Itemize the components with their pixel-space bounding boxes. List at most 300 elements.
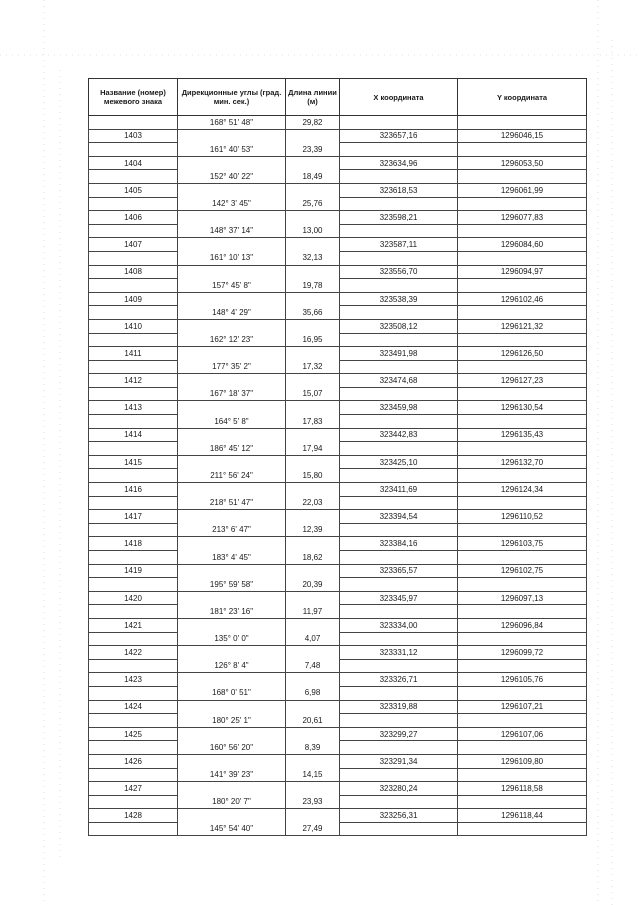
y-coordinate-cell: 1296105,76 xyxy=(458,673,587,687)
segment-row xyxy=(89,768,587,782)
y-coordinate-cell: 1296118,58 xyxy=(458,782,587,796)
y-coordinate-cell-empty xyxy=(458,306,587,320)
point-row xyxy=(89,211,587,225)
point-name-cell: 1423 xyxy=(89,673,178,687)
line-length-cell: 19,78 xyxy=(286,279,340,293)
point-name-cell: 1428 xyxy=(89,809,178,823)
line-length-cell-empty xyxy=(286,809,340,823)
point-name-cell: 1407 xyxy=(89,238,178,252)
point-name-cell: 1421 xyxy=(89,618,178,632)
point-row xyxy=(89,564,587,578)
line-length-cell: 7,48 xyxy=(286,659,340,673)
point-name-cell-empty xyxy=(89,795,178,809)
direction-angle-cell-empty xyxy=(178,211,286,225)
y-coordinate-cell-empty xyxy=(458,224,587,238)
point-name-cell: 1419 xyxy=(89,564,178,578)
y-coordinate-cell: 1296102,75 xyxy=(458,564,587,578)
direction-angle-cell: 181° 23' 16" xyxy=(178,605,286,619)
segment-row xyxy=(89,551,587,565)
direction-angle-cell: 135° 0' 0" xyxy=(178,632,286,646)
y-coordinate-cell-empty xyxy=(458,551,587,565)
segment-row xyxy=(89,578,587,592)
direction-angle-cell: 186° 45' 12" xyxy=(178,442,286,456)
point-name-cell: 1413 xyxy=(89,401,178,415)
point-row xyxy=(89,483,587,497)
line-length-cell: 6,98 xyxy=(286,686,340,700)
direction-angle-cell: 218° 51' 47" xyxy=(178,496,286,510)
point-name-cell: 1427 xyxy=(89,782,178,796)
direction-angle-cell: 167° 18' 37" xyxy=(178,387,286,401)
x-coordinate-cell-empty xyxy=(340,523,458,537)
x-coordinate-cell: 323425,10 xyxy=(340,455,458,469)
x-coordinate-cell: 323474,68 xyxy=(340,374,458,388)
line-length-cell: 15,07 xyxy=(286,387,340,401)
x-coordinate-cell: 323365,57 xyxy=(340,564,458,578)
line-length-cell: 13,00 xyxy=(286,224,340,238)
line-length-cell-empty xyxy=(286,591,340,605)
point-row xyxy=(89,265,587,279)
y-coordinate-cell: 1296121,32 xyxy=(458,319,587,333)
point-name-cell-empty xyxy=(89,632,178,646)
point-row xyxy=(89,428,587,442)
y-coordinate-cell-empty xyxy=(458,496,587,510)
header-line-length: Длина линии (м) xyxy=(286,79,340,116)
y-coordinate-cell-empty xyxy=(458,442,587,456)
table-body xyxy=(89,116,587,836)
x-coordinate-cell: 323411,69 xyxy=(340,483,458,497)
line-length-cell-empty xyxy=(286,211,340,225)
x-coordinate-cell: 323345,97 xyxy=(340,591,458,605)
x-coordinate-cell: 323598,21 xyxy=(340,211,458,225)
line-length-cell-empty xyxy=(286,483,340,497)
x-coordinate-cell-empty xyxy=(340,306,458,320)
segment-row xyxy=(89,496,587,510)
point-row xyxy=(89,129,587,143)
direction-angle-cell-empty xyxy=(178,129,286,143)
y-coordinate-cell-empty xyxy=(458,116,587,130)
segment-row xyxy=(89,143,587,157)
y-coordinate-cell-empty xyxy=(458,605,587,619)
y-coordinate-cell: 1296084,60 xyxy=(458,238,587,252)
point-row xyxy=(89,510,587,524)
segment-row xyxy=(89,714,587,728)
y-coordinate-cell: 1296097,13 xyxy=(458,591,587,605)
line-length-cell: 18,62 xyxy=(286,551,340,565)
y-coordinate-cell: 1296103,75 xyxy=(458,537,587,551)
direction-angle-cell: 168° 51' 48" xyxy=(178,116,286,130)
point-name-cell: 1424 xyxy=(89,700,178,714)
x-coordinate-cell-empty xyxy=(340,251,458,265)
direction-angle-cell-empty xyxy=(178,183,286,197)
point-row xyxy=(89,347,587,361)
y-coordinate-cell: 1296096,84 xyxy=(458,618,587,632)
line-length-cell: 18,49 xyxy=(286,170,340,184)
x-coordinate-cell-empty xyxy=(340,170,458,184)
direction-angle-cell-empty xyxy=(178,238,286,252)
x-coordinate-cell-empty xyxy=(340,714,458,728)
direction-angle-cell-empty xyxy=(178,156,286,170)
segment-row xyxy=(89,415,587,429)
point-name-cell-empty xyxy=(89,387,178,401)
point-name-cell: 1405 xyxy=(89,183,178,197)
point-row xyxy=(89,537,587,551)
x-coordinate-cell-empty xyxy=(340,822,458,836)
segment-row xyxy=(89,251,587,265)
y-coordinate-cell-empty xyxy=(458,822,587,836)
y-coordinate-cell-empty xyxy=(458,360,587,374)
y-coordinate-cell-empty xyxy=(458,714,587,728)
y-coordinate-cell: 1296118,44 xyxy=(458,809,587,823)
header-x-coordinate: X координата xyxy=(340,79,458,116)
point-name-cell-empty xyxy=(89,170,178,184)
boundary-points-table xyxy=(88,78,587,836)
point-name-cell: 1414 xyxy=(89,428,178,442)
header-direction-angle: Дирекционные углы (град. мин. сек.) xyxy=(178,79,286,116)
point-row xyxy=(89,374,587,388)
point-name-cell-empty xyxy=(89,768,178,782)
direction-angle-cell-empty xyxy=(178,347,286,361)
direction-angle-cell-empty xyxy=(178,510,286,524)
direction-angle-cell-empty xyxy=(178,319,286,333)
y-coordinate-cell-empty xyxy=(458,469,587,483)
y-coordinate-cell-empty xyxy=(458,632,587,646)
line-length-cell-empty xyxy=(286,754,340,768)
y-coordinate-cell: 1296130,54 xyxy=(458,401,587,415)
segment-row xyxy=(89,442,587,456)
y-coordinate-cell-empty xyxy=(458,659,587,673)
point-name-cell: 1404 xyxy=(89,156,178,170)
segment-row xyxy=(89,795,587,809)
y-coordinate-cell-empty xyxy=(458,415,587,429)
y-coordinate-cell: 1296077,83 xyxy=(458,211,587,225)
line-length-cell-empty xyxy=(286,646,340,660)
segment-row xyxy=(89,306,587,320)
direction-angle-cell: 157° 45' 8" xyxy=(178,279,286,293)
point-name-cell: 1418 xyxy=(89,537,178,551)
y-coordinate-cell: 1296110,52 xyxy=(458,510,587,524)
x-coordinate-cell-empty xyxy=(340,279,458,293)
point-name-cell-empty xyxy=(89,224,178,238)
x-coordinate-cell-empty xyxy=(340,659,458,673)
x-coordinate-cell-empty xyxy=(340,768,458,782)
x-coordinate-cell: 323538,39 xyxy=(340,292,458,306)
direction-angle-cell-empty xyxy=(178,618,286,632)
y-coordinate-cell: 1296094,97 xyxy=(458,265,587,279)
direction-angle-cell: 160° 56' 20" xyxy=(178,741,286,755)
point-name-cell-empty xyxy=(89,686,178,700)
point-row xyxy=(89,319,587,333)
y-coordinate-cell: 1296102,46 xyxy=(458,292,587,306)
segment-row xyxy=(89,741,587,755)
point-name-cell-empty xyxy=(89,306,178,320)
direction-angle-cell: 211° 56' 24" xyxy=(178,469,286,483)
line-length-cell: 35,66 xyxy=(286,306,340,320)
y-coordinate-cell: 1296124,34 xyxy=(458,483,587,497)
point-row xyxy=(89,646,587,660)
line-length-cell: 15,80 xyxy=(286,469,340,483)
segment-row xyxy=(89,822,587,836)
segment-row xyxy=(89,387,587,401)
point-row xyxy=(89,700,587,714)
direction-angle-cell: 148° 4' 29" xyxy=(178,306,286,320)
segment-row xyxy=(89,333,587,347)
segment-row xyxy=(89,469,587,483)
point-name-cell-empty xyxy=(89,551,178,565)
y-coordinate-cell: 1296046,15 xyxy=(458,129,587,143)
line-length-cell-empty xyxy=(286,401,340,415)
x-coordinate-cell-empty xyxy=(340,551,458,565)
point-name-cell-empty xyxy=(89,251,178,265)
x-coordinate-cell: 323587,11 xyxy=(340,238,458,252)
y-coordinate-cell-empty xyxy=(458,686,587,700)
line-length-cell-empty xyxy=(286,782,340,796)
point-name-cell-empty xyxy=(89,659,178,673)
x-coordinate-cell-empty xyxy=(340,605,458,619)
point-name-cell: 1406 xyxy=(89,211,178,225)
point-row xyxy=(89,754,587,768)
x-coordinate-cell-empty xyxy=(340,578,458,592)
line-length-cell-empty xyxy=(286,455,340,469)
y-coordinate-cell-empty xyxy=(458,197,587,211)
line-length-cell-empty xyxy=(286,265,340,279)
x-coordinate-cell-empty xyxy=(340,387,458,401)
point-name-cell: 1420 xyxy=(89,591,178,605)
y-coordinate-cell: 1296061,99 xyxy=(458,183,587,197)
direction-angle-cell-empty xyxy=(178,292,286,306)
point-row xyxy=(89,238,587,252)
x-coordinate-cell: 323384,16 xyxy=(340,537,458,551)
point-name-cell: 1416 xyxy=(89,483,178,497)
line-length-cell: 17,94 xyxy=(286,442,340,456)
x-coordinate-cell: 323326,71 xyxy=(340,673,458,687)
table-header-row xyxy=(89,79,587,116)
header-point-name: Название (номер) межевого знака xyxy=(89,79,178,116)
x-coordinate-cell: 323657,16 xyxy=(340,129,458,143)
y-coordinate-cell-empty xyxy=(458,578,587,592)
line-length-cell: 23,39 xyxy=(286,143,340,157)
direction-angle-cell-empty xyxy=(178,483,286,497)
direction-angle-cell-empty xyxy=(178,727,286,741)
point-name-cell-empty xyxy=(89,197,178,211)
point-row xyxy=(89,618,587,632)
direction-angle-cell: 161° 10' 13" xyxy=(178,251,286,265)
x-coordinate-cell-empty xyxy=(340,469,458,483)
x-coordinate-cell: 323331,12 xyxy=(340,646,458,660)
point-name-cell-empty xyxy=(89,714,178,728)
point-name-cell: 1403 xyxy=(89,129,178,143)
direction-angle-cell: 126° 8' 4" xyxy=(178,659,286,673)
x-coordinate-cell: 323459,98 xyxy=(340,401,458,415)
point-row xyxy=(89,727,587,741)
x-coordinate-cell: 323508,12 xyxy=(340,319,458,333)
direction-angle-cell: 177° 35' 2" xyxy=(178,360,286,374)
line-length-cell: 17,83 xyxy=(286,415,340,429)
x-coordinate-cell-empty xyxy=(340,632,458,646)
point-name-cell-empty xyxy=(89,741,178,755)
point-name-cell: 1422 xyxy=(89,646,178,660)
line-length-cell-empty xyxy=(286,537,340,551)
x-coordinate-cell-empty xyxy=(340,224,458,238)
segment-row xyxy=(89,686,587,700)
x-coordinate-cell: 323442,83 xyxy=(340,428,458,442)
point-name-cell-empty xyxy=(89,415,178,429)
direction-angle-cell: 148° 37' 14" xyxy=(178,224,286,238)
line-length-cell: 11,97 xyxy=(286,605,340,619)
x-coordinate-cell: 323491,98 xyxy=(340,347,458,361)
direction-angle-cell-empty xyxy=(178,564,286,578)
point-row xyxy=(89,782,587,796)
direction-angle-cell: 183° 4' 45" xyxy=(178,551,286,565)
x-coordinate-cell-empty xyxy=(340,197,458,211)
x-coordinate-cell-empty xyxy=(340,795,458,809)
x-coordinate-cell-empty xyxy=(340,143,458,157)
x-coordinate-cell-empty xyxy=(340,116,458,130)
point-name-cell-empty xyxy=(89,469,178,483)
point-name-cell: 1410 xyxy=(89,319,178,333)
x-coordinate-cell: 323291,34 xyxy=(340,754,458,768)
segment-row xyxy=(89,197,587,211)
y-coordinate-cell: 1296127,23 xyxy=(458,374,587,388)
y-coordinate-cell: 1296053,50 xyxy=(458,156,587,170)
line-length-cell: 27,49 xyxy=(286,822,340,836)
x-coordinate-cell-empty xyxy=(340,360,458,374)
line-length-cell: 32,13 xyxy=(286,251,340,265)
boundary-coordinates-sheet xyxy=(88,78,586,836)
point-name-cell-empty xyxy=(89,116,178,130)
direction-angle-cell: 180° 25' 1" xyxy=(178,714,286,728)
y-coordinate-cell-empty xyxy=(458,251,587,265)
y-coordinate-cell: 1296126,50 xyxy=(458,347,587,361)
y-coordinate-cell: 1296132,70 xyxy=(458,455,587,469)
line-length-cell: 25,76 xyxy=(286,197,340,211)
point-name-cell-empty xyxy=(89,822,178,836)
x-coordinate-cell-empty xyxy=(340,741,458,755)
direction-angle-cell: 168° 0' 51" xyxy=(178,686,286,700)
y-coordinate-cell-empty xyxy=(458,387,587,401)
line-length-cell-empty xyxy=(286,156,340,170)
point-row xyxy=(89,455,587,469)
direction-angle-cell: 164° 5' 8" xyxy=(178,415,286,429)
line-length-cell-empty xyxy=(286,129,340,143)
y-coordinate-cell-empty xyxy=(458,333,587,347)
x-coordinate-cell: 323299,27 xyxy=(340,727,458,741)
line-length-cell: 16,95 xyxy=(286,333,340,347)
direction-angle-cell-empty xyxy=(178,782,286,796)
point-name-cell: 1408 xyxy=(89,265,178,279)
y-coordinate-cell-empty xyxy=(458,795,587,809)
segment-row xyxy=(89,170,587,184)
y-coordinate-cell: 1296109,80 xyxy=(458,754,587,768)
y-coordinate-cell-empty xyxy=(458,170,587,184)
x-coordinate-cell: 323334,00 xyxy=(340,618,458,632)
point-name-cell: 1417 xyxy=(89,510,178,524)
line-length-cell: 29,82 xyxy=(286,116,340,130)
segment-row xyxy=(89,360,587,374)
point-row xyxy=(89,591,587,605)
direction-angle-cell: 145° 54' 40" xyxy=(178,822,286,836)
point-name-cell: 1426 xyxy=(89,754,178,768)
y-coordinate-cell: 1296107,21 xyxy=(458,700,587,714)
line-length-cell-empty xyxy=(286,564,340,578)
point-row xyxy=(89,401,587,415)
line-length-cell: 22,03 xyxy=(286,496,340,510)
line-length-cell-empty xyxy=(286,347,340,361)
segment-row xyxy=(89,523,587,537)
point-name-cell-empty xyxy=(89,496,178,510)
line-length-cell-empty xyxy=(286,618,340,632)
x-coordinate-cell: 323256,31 xyxy=(340,809,458,823)
direction-angle-cell: 213° 6' 47" xyxy=(178,523,286,537)
y-coordinate-cell: 1296099,72 xyxy=(458,646,587,660)
line-length-cell-empty xyxy=(286,700,340,714)
y-coordinate-cell-empty xyxy=(458,143,587,157)
direction-angle-cell-empty xyxy=(178,700,286,714)
x-coordinate-cell-empty xyxy=(340,415,458,429)
x-coordinate-cell-empty xyxy=(340,442,458,456)
point-name-cell-empty xyxy=(89,143,178,157)
line-length-cell: 17,32 xyxy=(286,360,340,374)
line-length-cell-empty xyxy=(286,319,340,333)
line-length-cell: 8,39 xyxy=(286,741,340,755)
direction-angle-cell: 180° 20' 7" xyxy=(178,795,286,809)
line-length-cell-empty xyxy=(286,428,340,442)
x-coordinate-cell: 323634,96 xyxy=(340,156,458,170)
segment-row xyxy=(89,605,587,619)
line-length-cell-empty xyxy=(286,727,340,741)
direction-angle-cell: 162° 12' 23" xyxy=(178,333,286,347)
direction-angle-cell: 195° 59' 58" xyxy=(178,578,286,592)
direction-angle-cell-empty xyxy=(178,591,286,605)
point-name-cell-empty xyxy=(89,279,178,293)
direction-angle-cell-empty xyxy=(178,673,286,687)
direction-angle-cell-empty xyxy=(178,809,286,823)
point-name-cell-empty xyxy=(89,333,178,347)
line-length-cell: 14,15 xyxy=(286,768,340,782)
y-coordinate-cell: 1296107,06 xyxy=(458,727,587,741)
segment-row xyxy=(89,632,587,646)
direction-angle-cell-empty xyxy=(178,374,286,388)
point-name-cell: 1412 xyxy=(89,374,178,388)
line-length-cell-empty xyxy=(286,238,340,252)
direction-angle-cell-empty xyxy=(178,646,286,660)
line-length-cell-empty xyxy=(286,510,340,524)
point-name-cell: 1425 xyxy=(89,727,178,741)
point-name-cell: 1415 xyxy=(89,455,178,469)
segment-row xyxy=(89,659,587,673)
point-name-cell: 1409 xyxy=(89,292,178,306)
x-coordinate-cell-empty xyxy=(340,496,458,510)
point-row xyxy=(89,292,587,306)
point-row xyxy=(89,183,587,197)
direction-angle-cell-empty xyxy=(178,265,286,279)
line-length-cell-empty xyxy=(286,673,340,687)
x-coordinate-cell-empty xyxy=(340,686,458,700)
x-coordinate-cell: 323618,53 xyxy=(340,183,458,197)
direction-angle-cell: 152° 40' 22" xyxy=(178,170,286,184)
x-coordinate-cell: 323556,70 xyxy=(340,265,458,279)
y-coordinate-cell-empty xyxy=(458,741,587,755)
segment-row xyxy=(89,224,587,238)
point-name-cell: 1411 xyxy=(89,347,178,361)
y-coordinate-cell-empty xyxy=(458,279,587,293)
y-coordinate-cell-empty xyxy=(458,768,587,782)
point-name-cell-empty xyxy=(89,605,178,619)
line-length-cell: 20,61 xyxy=(286,714,340,728)
direction-angle-cell-empty xyxy=(178,401,286,415)
point-row xyxy=(89,673,587,687)
x-coordinate-cell: 323394,54 xyxy=(340,510,458,524)
direction-angle-cell: 142° 3' 45" xyxy=(178,197,286,211)
